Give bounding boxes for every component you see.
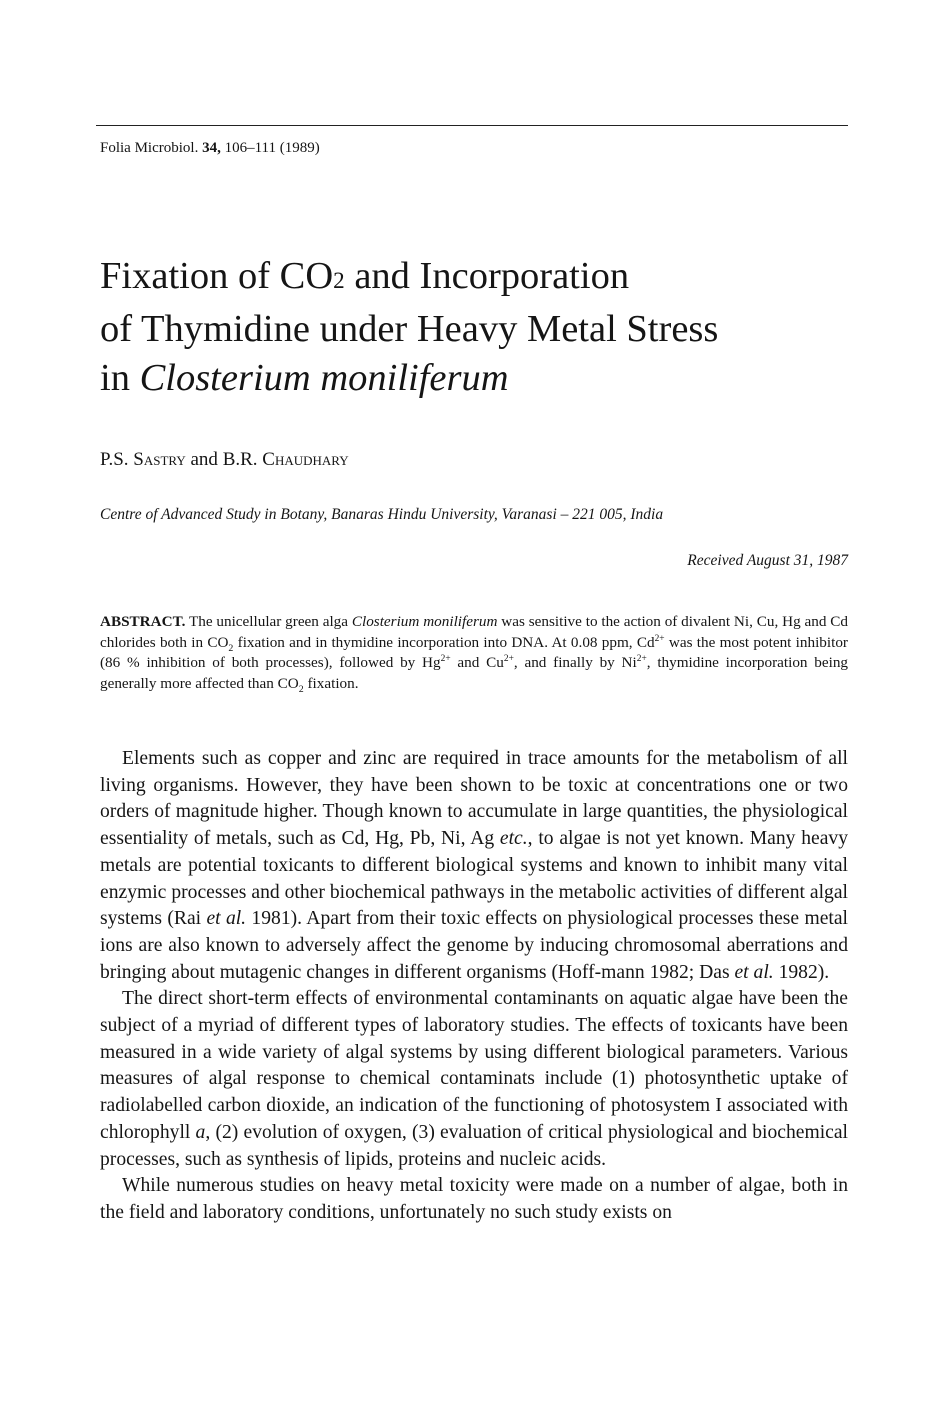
author-chaudhary: Chaudhary [262, 449, 349, 470]
journal-pages-year: 106–111 (1989) [224, 140, 320, 156]
title-species: Closterium moniliferum [139, 357, 509, 399]
paper-title [100, 252, 718, 403]
author-sastry: Sastry [133, 449, 186, 470]
title-line3: in Closterium moniliferum [100, 357, 509, 399]
abstract-label: ABSTRACT. [100, 613, 186, 630]
header-rule [96, 125, 848, 126]
title-line2: of Thymidine under Heavy Metal Stress [100, 308, 719, 350]
journal-citation [100, 140, 320, 157]
journal-volume: 34, [202, 140, 221, 156]
author-list: P.S. Sastry and B.R. Chaudhary [100, 449, 349, 470]
body-text [100, 746, 848, 1227]
journal-name: Folia Microbiol. [100, 140, 199, 156]
paragraph-2: The direct short-term effects of environmental contaminants on aquatic algae have been the subject of a myriad of different types of laboratory studies. The effects of toxicants have been measured in a wide variety of algal systems by using different biological parameters. Various measures of algal response to chemical contaminats include (1) photosynthetic uptake of radiolabelled carbon dioxide, an indication of the functioning of photosystem I associated with chlorophyll a, (2) evolution of oxygen, (3) evaluation of critical physiological and biochemical processes, such as synthesis of lipids, proteins and nucleic acids. [100, 988, 849, 1170]
abstract: ABSTRACT. The unicellular green alga Closterium moniliferum was sensitive to the action of divalent Ni, Cu, Hg and Cd chlorides both in $CO_2$ fixation and in thymidine incorporation into DNA. At 0.08 ppm, $Cd^{2+}$ was the most potent inhibitor (86 % inhibition of both processes), followed by $Hg^{2+}$ and $Cu^{2+}$, and finally by $Ni^{2+}$, thymidine incorporation being generally more affected than $CO_2$ fixation. [100, 613, 849, 695]
received-date: Received August 31, 1987 [687, 552, 848, 569]
paragraph-3: While numerous studies on heavy metal toxicity were made on a number of algae, both in the field and laboratory conditions, unfortunately no such study exists on [100, 1175, 848, 1223]
paragraph-1: Elements such as copper and zinc are required in trace amounts for the metabolism of all living organisms. However, they have been shown to be toxic at concentrations one or two orders of magnitude higher. Though known to accumulate in large quantities, the physiological essentiality of metals, such as Cd, Hg, Pb, Ni, Ag etc., to algae is not yet known. Many heavy metals are potential toxicants to different biological systems and known to inhibit many vital enzymic processes and other biochemical pathways in the metabolic activities of different algal systems (Rai et al. 1981). Apart from their toxic effects on physiological processes these metal ions are also known to adversely affect the genome by inducing chromosomal aberrations and bringing about mutagenic changes in different organisms (Hoff-mann 1982; Das et al. 1982). [100, 748, 848, 983]
affiliation: Centre of Advanced Study in Botany, Banaras Hindu University, Varanasi – 221 005, India [100, 506, 664, 523]
title-line1: Fixation of $CO_2$ and Incorporation [100, 255, 630, 297]
